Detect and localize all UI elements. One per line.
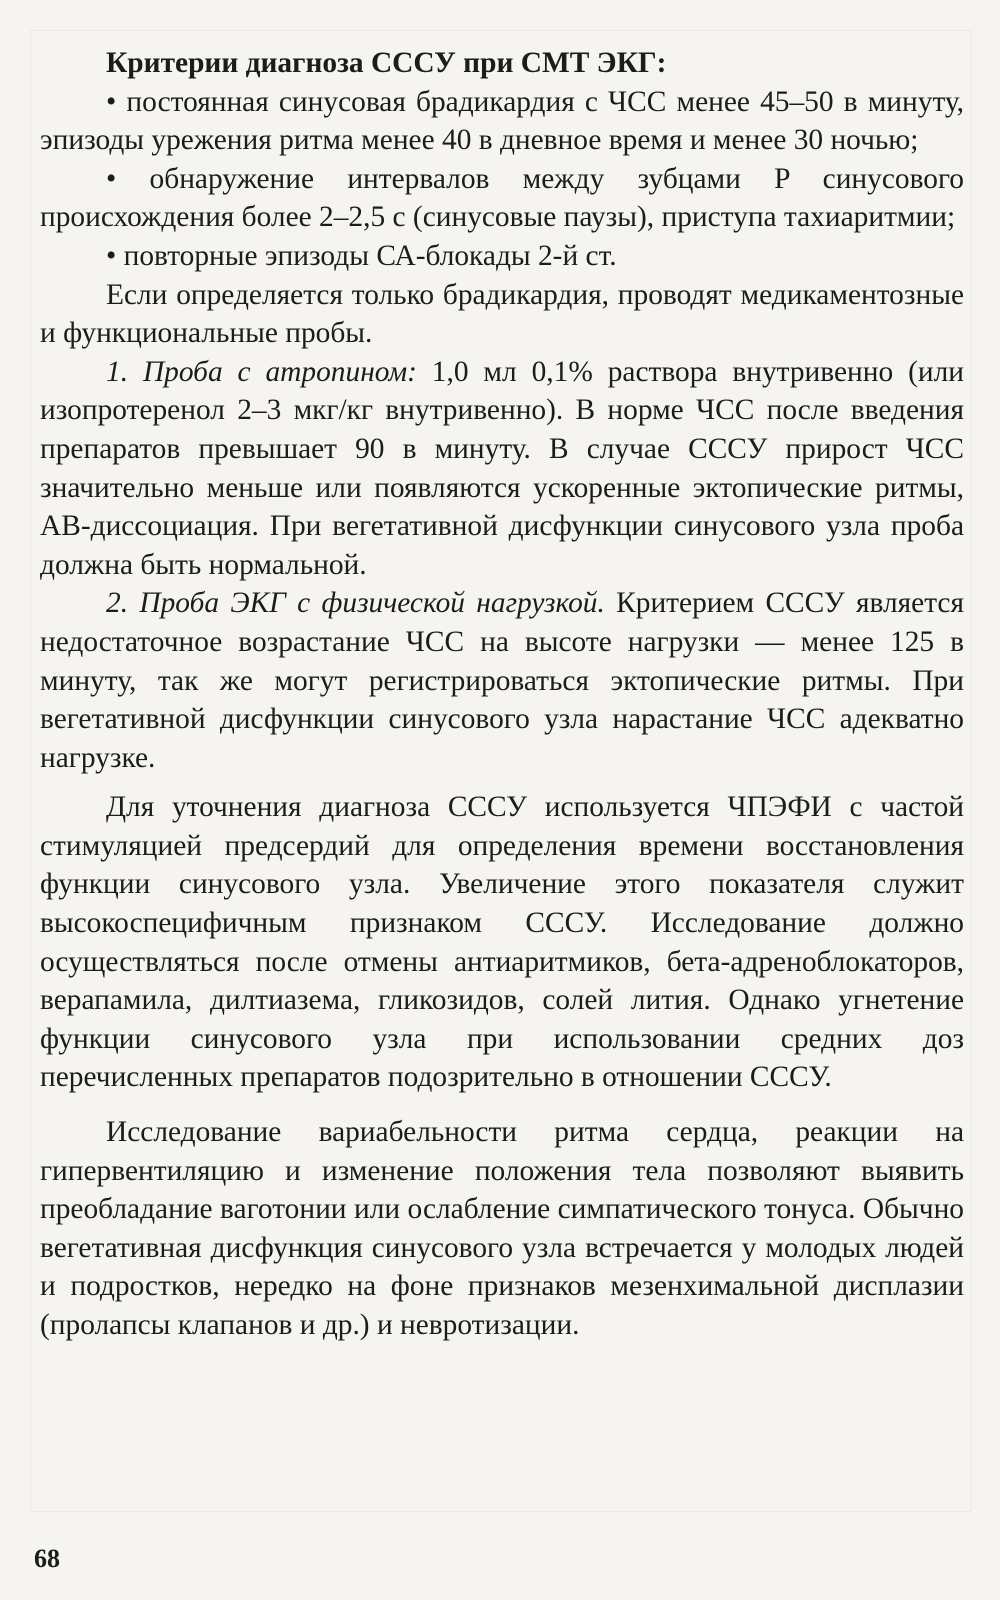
tests-intro-paragraph: Если определяется только брадикардия, проводят медикаментозные и функциональные пробы.: [40, 278, 964, 350]
criterion-item: • повторные эпизоды СА-блокады 2-й ст.: [106, 239, 617, 272]
atropine-test-label: 1. Проба с атропином:: [106, 355, 417, 388]
variability-paragraph: Исследование вариабельности ритма сердца, реакции на гипервентиляцию и изменение положения тела позволяют выявить преобладание ваготонии или ослабление симпатического тонуса. Обычно вегетативная дисфункция синусового узла встречается у молодых людей и подростков, нередко на фоне признаков мезенхимальной дисплазии (пролапсы клапанов и др.) и невротизации.: [40, 1116, 964, 1341]
criteria-heading: Критерии диагноза СССУ при СМТ ЭКГ:: [106, 47, 667, 79]
criterion-item: • постоянная синусовая брадикардия с ЧСС менее 45–50 в минуту, эпизоды урежения ритма менее 40 в дневное время и менее 30 ночью;: [40, 85, 964, 157]
page-number: 68: [34, 1544, 60, 1573]
exercise-test-label: 2. Проба ЭКГ с физической нагрузкой.: [106, 587, 605, 620]
atropine-test-paragraph: [40, 353, 964, 585]
exercise-test-paragraph: [40, 584, 964, 777]
criterion-item: • обнаружение интервалов между зубцами P синусового происхождения более 2–2,5 с (синусовые паузы), приступа тахиаритмии;: [40, 162, 964, 234]
page-body: [40, 44, 964, 1345]
cpefi-paragraph: Для уточнения диагноза СССУ используется ЧПЭФИ с частой стимуляцией предсердий для определения времени восстановления функции синусового узла. Увеличение этого показателя служит высокоспецифичным признаком СССУ. Исследование должно осуществляться после отмены антиаритмиков, бета-адреноблокаторов, верапамила, дилтиазема, гликозидов, солей лития. Однако угнетение функции синусового узла при использовании средних доз перечисленных препаратов подозрительно в отношении СССУ.: [40, 791, 964, 1094]
atropine-test-text: 1,0 мл 0,1% раствора внутривенно (или изопротеренол 2–3 мкг/кг внутривенно). В норме ЧСС после введения препаратов превышает 90 в минуту. В случае СССУ прирост ЧСС значительно меньше или появляются ускоренные эктопические ритмы, АВ-диссоциация. При вегетативной дисфункции синусового узла проба должна быть нормальной.: [40, 355, 964, 581]
exercise-test-text: Критерием СССУ является недостаточное возрастание ЧСС на высоте нагрузки — менее 125 в минуту, так же могут регистрироваться эктопические ритмы. При вегетативной дисфункции синусового узла нарастание ЧСС адекватно нагрузке.: [40, 587, 964, 774]
